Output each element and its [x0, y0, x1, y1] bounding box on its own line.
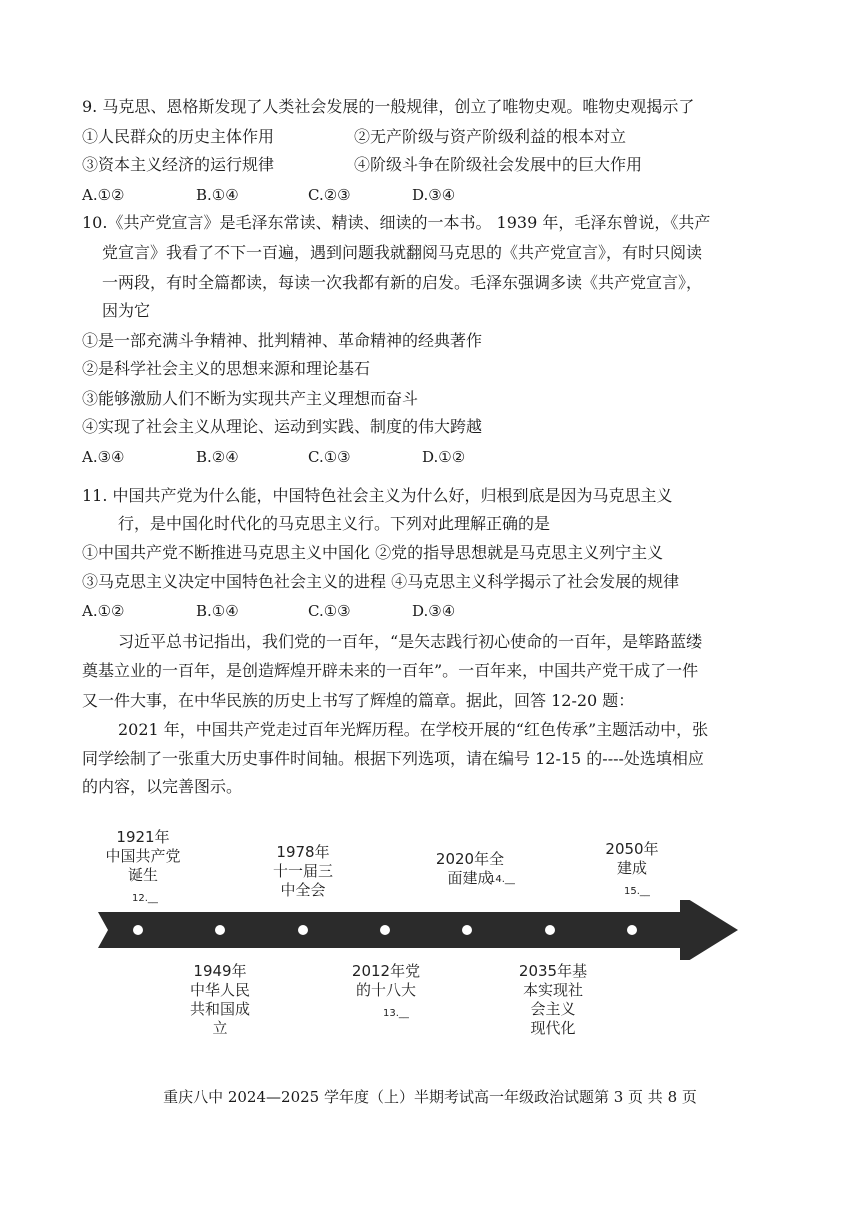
q9-item-2: ②无产阶级与资产阶级利益的根本对立	[354, 127, 627, 146]
q10-stem-line-4: 因为它	[102, 301, 151, 320]
timeline-event-2012	[342, 962, 430, 1000]
timeline-event-1949	[178, 962, 262, 1038]
q9-stem: 9. 马克思、恩格斯发现了人类社会发展的一般规律，创立了唯物史观。唯物史观揭示了	[82, 97, 695, 116]
event-1978-line-2: 十一届三	[272, 862, 333, 880]
passage-line-1: 习近平总书记指出，我们党的一百年，“是矢志践行初心使命的一百年，是筚路蓝缕	[118, 632, 703, 651]
q10-item-4: ④实现了社会主义从理论、运动到实践、制度的伟大跨越	[82, 417, 483, 436]
passage-line-4: 2021 年，中国共产党走过百年光辉历程。在学校开展的“红色传承”主题活动中，张	[118, 720, 709, 739]
event-2035-line-1: 2035年基	[518, 962, 588, 980]
q9-choice-b: B.①④	[196, 186, 239, 204]
q10-choice-c: C.①③	[308, 448, 351, 466]
passage-line-2: 奠基立业的一百年，是创造辉煌开辟未来的一百年”。一百年来，中国共产党干成了一件	[82, 661, 699, 680]
q10-item-2: ②是科学社会主义的思想来源和理论基石	[82, 359, 371, 378]
page-footer: 重庆八中 2024—2025 学年度（上）半期考试高一年级政治试题第 3 页 共 8 页	[163, 1088, 697, 1106]
event-1921-line-2: 中国共产党	[105, 847, 181, 865]
timeline-dot-2	[215, 925, 225, 935]
q9-item-3: ③资本主义经济的运行规律	[82, 155, 275, 174]
timeline-dot-5	[462, 925, 472, 935]
event-2035-line-2: 本实现社	[522, 981, 583, 999]
timeline-event-1921	[98, 828, 188, 885]
timeline-dot-6	[545, 925, 555, 935]
q9-choice-d: D.③④	[412, 186, 456, 204]
event-2012-line-2: 的十八大	[355, 981, 416, 999]
q10-stem-line-1: 10.《共产党宣言》是毛泽东常读、精读、细读的一本书。 1939 年，毛泽东曾说，《共产	[82, 213, 711, 232]
timeline-event-2050	[592, 840, 672, 878]
q9-choice-c: C.②③	[308, 186, 351, 204]
q10-choice-d: D.①②	[422, 448, 466, 466]
q11-choice-b: B.①④	[196, 602, 239, 620]
timeline-event-2035	[508, 962, 598, 1038]
q11-items-row-2: ③马克思主义决定中国特色社会主义的进程 ④马克思主义科学揭示了社会发展的规律	[82, 572, 680, 591]
passage-line-3: 又一件大事，在中华民族的历史上书写了辉煌的篇章。据此，回答 12-20 题：	[82, 691, 635, 710]
timeline-arrow	[0, 900, 860, 960]
timeline-dot-3	[298, 925, 308, 935]
passage-line-6: 的内容，以完善图示。	[82, 777, 243, 796]
q10-item-3: ③能够激励人们不断为实现共产主义理想而奋斗	[82, 389, 419, 408]
event-1949-line-2: 中华人民	[189, 981, 250, 999]
blank-12: 12.__	[132, 893, 158, 904]
q10-stem-line-2: 党宣言》我看了不下一百遍，遇到问题我就翻阅马克思的《共产党宣言》，有时只阅读	[102, 243, 703, 262]
timeline-dot-1	[133, 925, 143, 935]
q10-item-1: ①是一部充满斗争精神、批判精神、革命精神的经典著作	[82, 331, 483, 350]
event-1978-line-3: 中全会	[280, 881, 326, 899]
q10-stem-line-3: 一两段，有时全篇都读，每读一次我都有新的启发。毛泽东强调多读《共产党宣言》，	[102, 273, 703, 292]
timeline-dot-4	[380, 925, 390, 935]
q11-items-row-1: ①中国共产党不断推进马克思主义中国化 ②党的指导思想就是马克思主义列宁主义	[82, 543, 664, 562]
q9-item-4: ④阶级斗争在阶级社会发展中的巨大作用	[354, 155, 643, 174]
event-2035-line-3: 会主义	[530, 1000, 576, 1018]
q11-choice-c: C.①③	[308, 602, 351, 620]
event-2050-line-2: 建成	[616, 859, 647, 877]
q10-choice-a: A.③④	[82, 448, 125, 466]
timeline-event-1978	[258, 843, 348, 900]
event-2012-line-1: 2012年党	[351, 962, 421, 980]
event-2020-line-1: 2020年全	[435, 850, 505, 868]
timeline-arrow-shape	[98, 900, 738, 960]
event-1978-line-1: 1978年	[276, 843, 330, 861]
q9-choice-a: A.①②	[82, 186, 125, 204]
event-1921-line-1: 1921年	[116, 828, 170, 846]
q11-choice-d: D.③④	[412, 602, 456, 620]
q11-choice-a: A.①②	[82, 602, 125, 620]
q11-stem-line-1: 11. 中国共产党为什么能，中国特色社会主义为什么好，归根到底是因为马克思主义	[82, 486, 673, 505]
event-1949-line-4: 立	[212, 1019, 228, 1037]
passage-line-5: 同学绘制了一张重大历史事件时间轴。根据下列选项，请在编号 12-15 的----处选填相应	[82, 749, 704, 768]
timeline-dot-7	[627, 925, 637, 935]
q9-item-1: ①人民群众的历史主体作用	[82, 127, 275, 146]
event-2020-line-2: 面建成	[447, 869, 493, 887]
event-1949-line-1: 1949年	[193, 962, 247, 980]
event-2050-line-1: 2050年	[605, 840, 659, 858]
q11-stem-line-2: 行，是中国化时代化的马克思主义行。下列对此理解正确的是	[118, 514, 551, 533]
blank-14: 14.__	[489, 874, 515, 885]
event-1921-line-3: 诞生	[127, 866, 158, 884]
q10-choice-b: B.②④	[196, 448, 239, 466]
blank-15: 15.__	[624, 886, 650, 897]
blank-13: 13.__	[383, 1008, 409, 1019]
event-2035-line-4: 现代化	[530, 1019, 576, 1037]
event-1949-line-3: 共和国成	[189, 1000, 250, 1018]
